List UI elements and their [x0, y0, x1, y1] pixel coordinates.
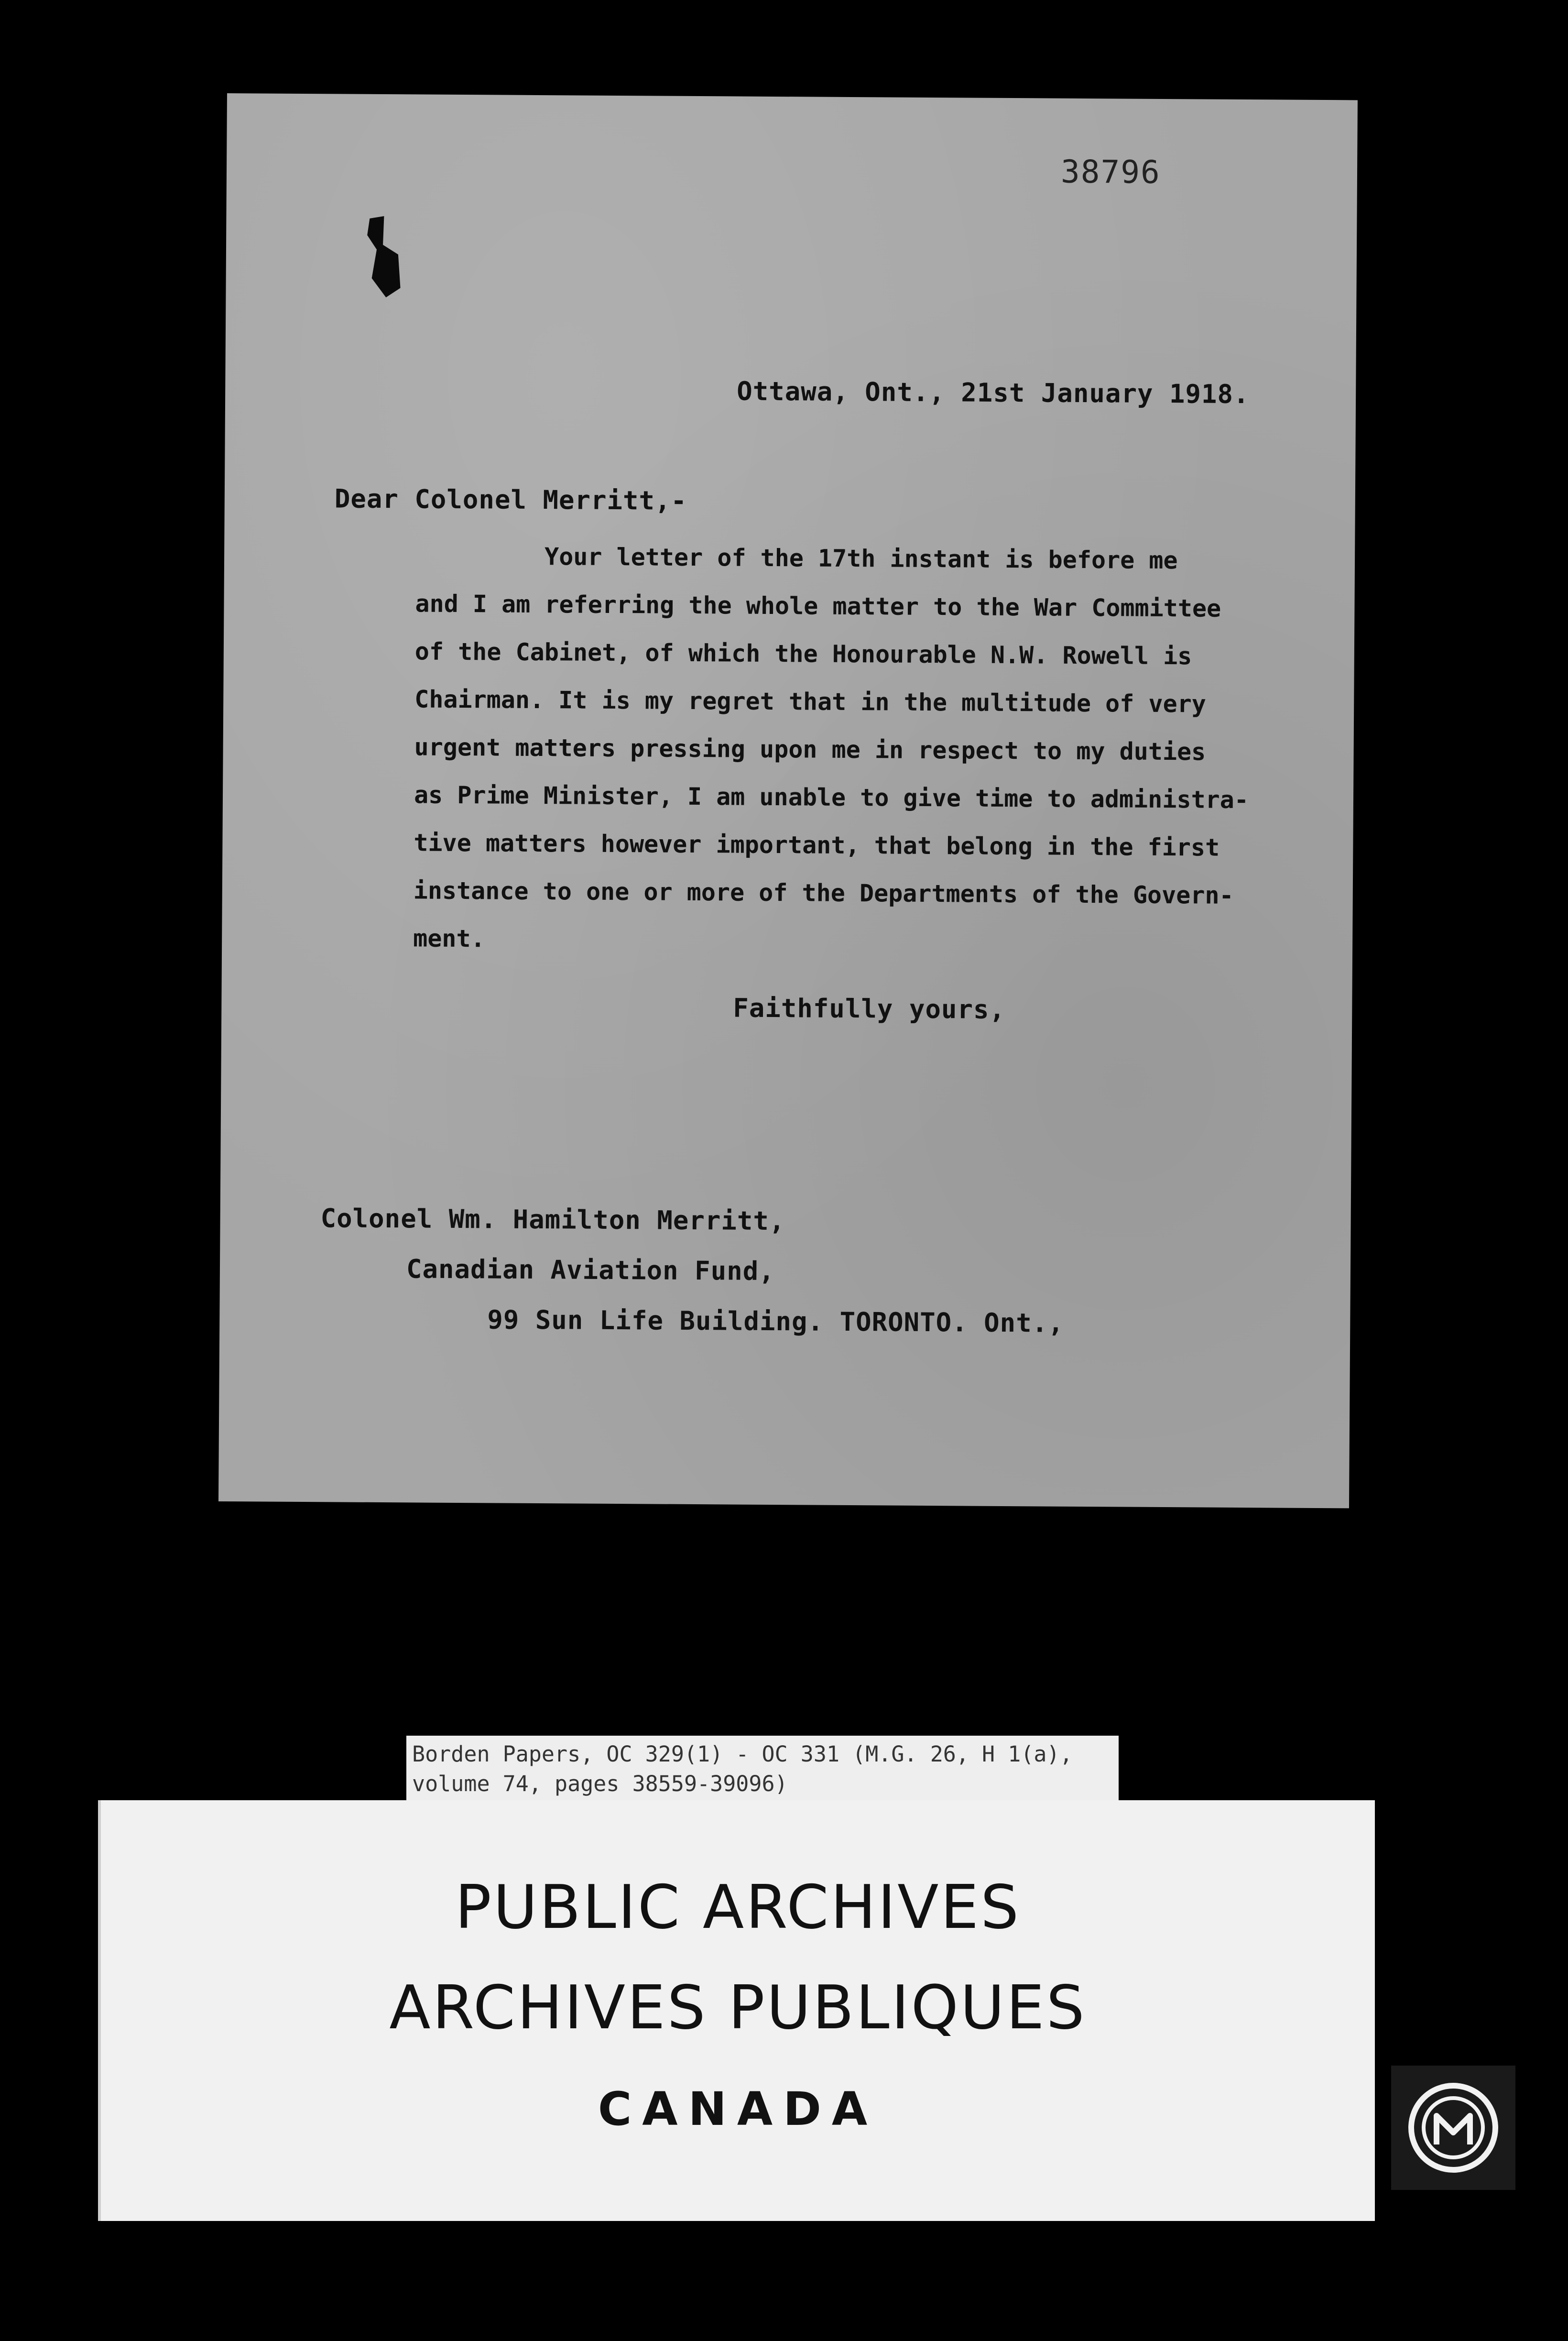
letter-body: [413, 532, 1249, 967]
archives-canada-emblem-icon: [1391, 2066, 1515, 2190]
reference-slip: [406, 1736, 1119, 1807]
body-line: urgent matters pressing upon me in respect to my duties: [414, 733, 1206, 766]
address-line-organization: Canadian Aviation Fund,: [406, 1254, 775, 1287]
archive-country: CANADA: [598, 2082, 878, 2136]
body-line: Chairman. It is my regret that in the multitude of very: [414, 685, 1207, 718]
address-line-name: Colonel Wm. Hamilton Merritt,: [320, 1203, 785, 1236]
body-line: and I am referring the whole matter to the War Committee: [415, 590, 1221, 623]
body-line: tive matters however important, that belong in the first: [414, 829, 1220, 862]
body-line: as Prime Minister, I am unable to give time to administra-: [414, 781, 1249, 814]
reference-line: volume 74, pages 38559-39096): [412, 1771, 788, 1796]
salutation: Dear Colonel Merritt,-: [334, 483, 687, 516]
address-line-street: 99 Sun Life Building. TORONTO. Ont.,: [487, 1304, 1064, 1338]
date-line: Ottawa, Ont., 21st January 1918.: [737, 376, 1250, 410]
body-line: ment.: [413, 924, 485, 953]
closing: Faithfully yours,: [733, 993, 1006, 1025]
archive-title-english: PUBLIC ARCHIVES: [455, 1872, 1021, 1942]
torn-hole-icon: [364, 216, 401, 297]
document-number: 38796: [1060, 153, 1161, 191]
archive-card: [98, 1800, 1375, 2221]
letter-page: [218, 93, 1358, 1508]
body-line: instance to one or more of the Departments of the Govern-: [413, 876, 1234, 909]
reference-text: [412, 1739, 1073, 1799]
body-line: of the Cabinet, of which the Honourable N.W. Rowell is: [414, 637, 1192, 670]
reference-line: Borden Papers, OC 329(1) - OC 331 (M.G. 26, H 1(a),: [412, 1741, 1073, 1767]
body-line: Your letter of the 17th instant is before me: [544, 543, 1178, 575]
archive-title-french: ARCHIVES PUBLIQUES: [389, 1972, 1087, 2043]
